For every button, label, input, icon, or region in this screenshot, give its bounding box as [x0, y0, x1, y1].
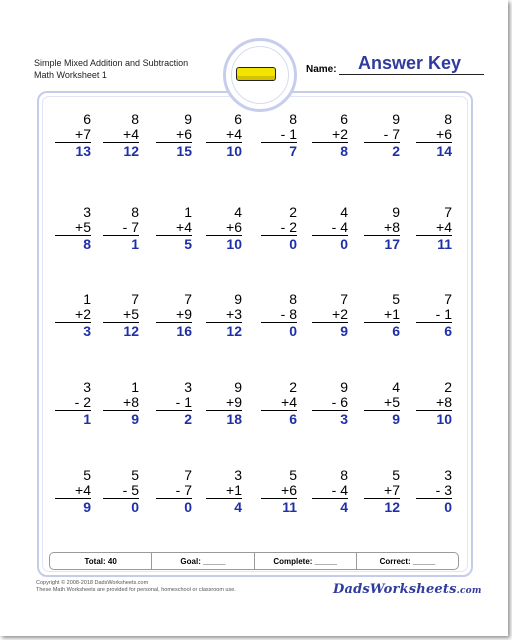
- problem-top-number: 8: [289, 111, 297, 127]
- problem-answer: 8: [83, 236, 91, 252]
- answer-key-title: Answer Key: [358, 53, 462, 73]
- problem-operand: - 8: [261, 307, 297, 323]
- problem-top-number: 7: [131, 291, 139, 307]
- total-cell: Total: 40: [50, 553, 152, 569]
- problem-2-8: [416, 205, 452, 253]
- problem-1-8: [416, 112, 452, 160]
- problem-answer: 16: [176, 323, 192, 339]
- problem-answer: 9: [83, 499, 91, 515]
- problem-answer: 3: [340, 411, 348, 427]
- problem-operand: +5: [103, 307, 139, 323]
- problem-top-number: 7: [184, 291, 192, 307]
- problem-operand: +1: [364, 307, 400, 323]
- problem-top-number: 2: [289, 379, 297, 395]
- problem-top-number: 1: [184, 204, 192, 220]
- problem-answer: 3: [83, 323, 91, 339]
- problem-answer: 12: [123, 323, 139, 339]
- copyright-notice: [36, 580, 286, 594]
- name-line: [339, 74, 484, 75]
- problem-top-number: 8: [131, 204, 139, 220]
- problem-operand: +8: [103, 395, 139, 411]
- problem-answer: 0: [340, 236, 348, 252]
- problem-answer: 0: [184, 499, 192, 515]
- problem-operand: +4: [103, 127, 139, 143]
- problem-answer: 9: [392, 411, 400, 427]
- problem-operand: - 7: [364, 127, 400, 143]
- problem-operand: +7: [55, 127, 91, 143]
- problem-top-number: 3: [83, 204, 91, 220]
- problem-top-number: 7: [444, 204, 452, 220]
- problem-answer: 7: [289, 143, 297, 159]
- problem-answer: 0: [289, 323, 297, 339]
- problem-5-1: [55, 468, 91, 516]
- complete-cell: Complete: _____: [255, 553, 357, 569]
- problem-answer: 0: [131, 499, 139, 515]
- problem-top-number: 5: [289, 467, 297, 483]
- problem-top-number: 3: [234, 467, 242, 483]
- problem-2-2: [103, 205, 139, 253]
- problem-operand: +6: [156, 127, 192, 143]
- problem-3-3: [156, 292, 192, 340]
- problem-4-3: [156, 380, 192, 428]
- problem-top-number: 3: [444, 467, 452, 483]
- problem-2-5: [261, 205, 297, 253]
- problem-top-number: 9: [340, 379, 348, 395]
- problem-operand: +9: [206, 395, 242, 411]
- problem-answer: 13: [75, 143, 91, 159]
- problem-operand: +2: [55, 307, 91, 323]
- problem-top-number: 7: [340, 291, 348, 307]
- problem-3-4: [206, 292, 242, 340]
- problem-answer: 2: [184, 411, 192, 427]
- problem-top-number: 5: [83, 467, 91, 483]
- problem-answer: 9: [340, 323, 348, 339]
- problem-operand: +4: [416, 220, 452, 236]
- problem-answer: 0: [289, 236, 297, 252]
- problem-answer: 9: [131, 411, 139, 427]
- problem-operand: +5: [364, 395, 400, 411]
- problem-answer: 15: [176, 143, 192, 159]
- problem-operand: - 4: [312, 483, 348, 499]
- logo-text: DadsWorksheets: [333, 582, 457, 597]
- problem-answer: 1: [131, 236, 139, 252]
- problem-1-3: [156, 112, 192, 160]
- problem-answer: 1: [83, 411, 91, 427]
- problem-operand: +3: [206, 307, 242, 323]
- problem-answer: 6: [444, 323, 452, 339]
- problem-5-4: [206, 468, 242, 516]
- problem-answer: 12: [123, 143, 139, 159]
- problem-operand: +2: [312, 127, 348, 143]
- problem-3-7: [364, 292, 400, 340]
- problem-answer: 6: [392, 323, 400, 339]
- correct-cell: Correct: _____: [379, 556, 436, 566]
- score-footer: [49, 552, 459, 570]
- problem-operand: +2: [312, 307, 348, 323]
- problem-answer: 12: [226, 323, 242, 339]
- problem-answer: 5: [184, 236, 192, 252]
- problem-top-number: 6: [234, 111, 242, 127]
- copyright-line-1: Copyright © 2008-2018 DadsWorksheets.com: [36, 580, 149, 586]
- problem-top-number: 6: [83, 111, 91, 127]
- name-label: Name:: [306, 64, 337, 75]
- problem-2-3: [156, 205, 192, 253]
- problem-answer: 4: [340, 499, 348, 515]
- problem-4-2: [103, 380, 139, 428]
- problem-5-5: [261, 468, 297, 516]
- problem-operand: - 1: [416, 307, 452, 323]
- problem-operand: +7: [364, 483, 400, 499]
- problem-operand: +4: [55, 483, 91, 499]
- problem-top-number: 9: [392, 111, 400, 127]
- problem-operand: +6: [206, 220, 242, 236]
- worksheet-title: [34, 57, 224, 81]
- eraser-badge: [223, 38, 297, 112]
- problem-operand: - 7: [103, 220, 139, 236]
- problem-4-5: [261, 380, 297, 428]
- problem-4-4: [206, 380, 242, 428]
- problem-operand: - 1: [156, 395, 192, 411]
- problem-top-number: 3: [184, 379, 192, 395]
- problem-5-3: [156, 468, 192, 516]
- logo-suffix: .com: [456, 586, 482, 596]
- problem-answer: 8: [340, 143, 348, 159]
- problem-3-1: [55, 292, 91, 340]
- problem-4-6: [312, 380, 348, 428]
- problem-top-number: 8: [289, 291, 297, 307]
- problem-3-2: [103, 292, 139, 340]
- copyright-line-2: These Math Worksheets are provided for personal, homeschool or classroom use.: [36, 587, 236, 593]
- problem-operand: +8: [416, 395, 452, 411]
- problem-top-number: 9: [184, 111, 192, 127]
- problem-answer: 10: [226, 143, 242, 159]
- problem-top-number: 4: [340, 204, 348, 220]
- title-line-2: Math Worksheet 1: [34, 70, 107, 80]
- title-line-1: Simple Mixed Addition and Subtraction: [34, 58, 189, 68]
- problem-top-number: 5: [392, 467, 400, 483]
- problem-1-5: [261, 112, 297, 160]
- problem-answer: 12: [384, 499, 400, 515]
- problem-top-number: 8: [444, 111, 452, 127]
- problem-answer: 6: [289, 411, 297, 427]
- problem-answer: 11: [437, 236, 452, 252]
- problem-2-1: [55, 205, 91, 253]
- problem-5-2: [103, 468, 139, 516]
- problem-top-number: 7: [444, 291, 452, 307]
- problem-top-number: 3: [83, 379, 91, 395]
- problem-answer: 10: [436, 411, 452, 427]
- problem-top-number: 2: [289, 204, 297, 220]
- problem-answer: 14: [436, 143, 452, 159]
- eraser-icon: [236, 67, 276, 81]
- problem-top-number: 1: [83, 291, 91, 307]
- problem-top-number: 7: [184, 467, 192, 483]
- problem-top-number: 5: [392, 291, 400, 307]
- problem-operand: - 2: [261, 220, 297, 236]
- problem-3-5: [261, 292, 297, 340]
- problem-top-number: 9: [234, 379, 242, 395]
- problem-operand: +4: [261, 395, 297, 411]
- problem-operand: - 7: [156, 483, 192, 499]
- problem-2-4: [206, 205, 242, 253]
- problem-top-number: 8: [131, 111, 139, 127]
- problem-operand: - 1: [261, 127, 297, 143]
- problem-4-7: [364, 380, 400, 428]
- problem-2-6: [312, 205, 348, 253]
- problem-operand: - 4: [312, 220, 348, 236]
- problem-4-8: [416, 380, 452, 428]
- problem-operand: - 6: [312, 395, 348, 411]
- problem-operand: +4: [156, 220, 192, 236]
- problem-operand: +1: [206, 483, 242, 499]
- problem-answer: 17: [384, 236, 400, 252]
- problem-answer: 10: [226, 236, 242, 252]
- problem-1-7: [364, 112, 400, 160]
- problem-3-8: [416, 292, 452, 340]
- problem-operand: +8: [364, 220, 400, 236]
- problem-top-number: 9: [392, 204, 400, 220]
- problem-1-4: [206, 112, 242, 160]
- problem-5-8: [416, 468, 452, 516]
- problem-5-6: [312, 468, 348, 516]
- problem-operand: - 2: [55, 395, 91, 411]
- goal-cell: Goal: _____: [152, 553, 254, 569]
- problem-answer: 0: [444, 499, 452, 515]
- problem-top-number: 8: [340, 467, 348, 483]
- problem-2-7: [364, 205, 400, 253]
- dadsworksheets-logo[interactable]: [333, 582, 482, 597]
- problem-top-number: 9: [234, 291, 242, 307]
- problem-top-number: 2: [444, 379, 452, 395]
- problem-top-number: 4: [392, 379, 400, 395]
- problem-answer: 18: [226, 411, 242, 427]
- problem-answer: 11: [282, 499, 297, 515]
- problems-grid: [49, 111, 452, 532]
- problem-3-6: [312, 292, 348, 340]
- problem-operand: +6: [416, 127, 452, 143]
- problem-5-7: [364, 468, 400, 516]
- problem-answer: 2: [392, 143, 400, 159]
- problem-1-2: [103, 112, 139, 160]
- problem-operand: +9: [156, 307, 192, 323]
- problem-top-number: 5: [131, 467, 139, 483]
- problem-top-number: 6: [340, 111, 348, 127]
- problem-1-1: [55, 112, 91, 160]
- problem-operand: +5: [55, 220, 91, 236]
- problem-top-number: 4: [234, 204, 242, 220]
- problem-operand: - 3: [416, 483, 452, 499]
- problem-operand: +6: [261, 483, 297, 499]
- problem-top-number: 1: [131, 379, 139, 395]
- problem-answer: 4: [234, 499, 242, 515]
- problem-4-1: [55, 380, 91, 428]
- problem-operand: - 5: [103, 483, 139, 499]
- problem-operand: +4: [206, 127, 242, 143]
- problem-1-6: [312, 112, 348, 160]
